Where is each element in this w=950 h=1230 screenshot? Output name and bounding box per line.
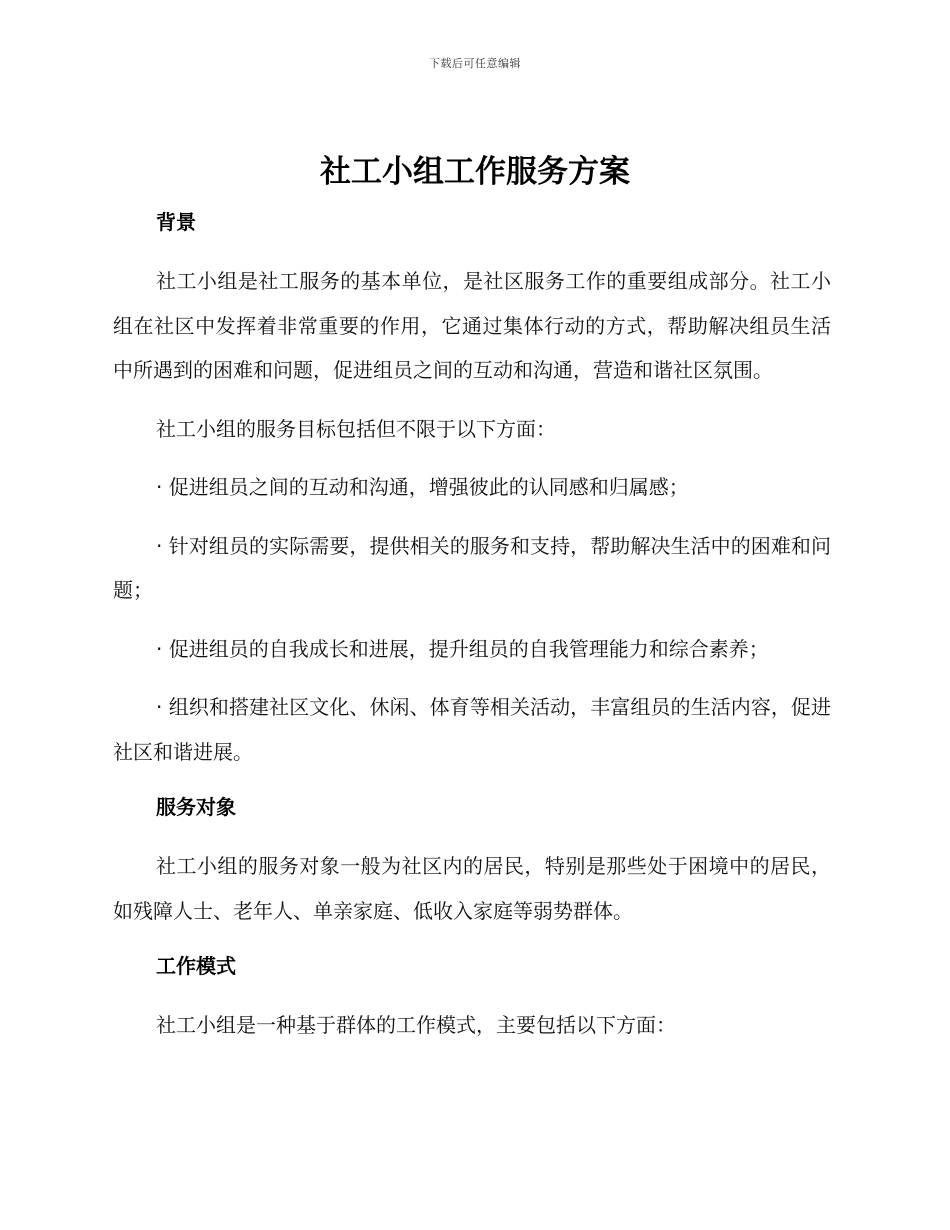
bullet-item: · 组织和搭建社区文化、休闲、体育等相关活动，丰富组员的生活内容，促进社区和谐进展。 [113,695,831,764]
section-heading-work-mode: 工作模式 [156,954,236,978]
document-body [113,203,831,1062]
section-heading-service-target: 服务对象 [156,795,236,819]
header-note: 下载后可任意编辑 [429,57,521,70]
paragraph-service-target: 社工小组的服务对象一般为社区内的居民，特别是那些处于困境中的居民，如残障人士、老年人、单亲家庭、低收入家庭等弱势群体。 [113,854,831,923]
bullet-item: · 促进组员之间的互动和沟通，增强彼此的认同感和归属感； [156,475,689,499]
paragraph-background-intro: 社工小组是社工服务的基本单位，是社区服务工作的重要组成部分。社工小组在社区中发挥着非常重要的作用，它通过集体行动的方式，帮助解决组员生活中所遇到的困难和问题，促进组员之间的互动和沟通，营造和谐社区氛围。 [113,269,831,382]
document-title: 社工小组工作服务方案 [320,154,630,190]
bullet-item: · 针对组员的实际需要，提供相关的服务和支持，帮助解决生活中的困难和问题； [113,533,831,602]
bullet-item: · 促进组员的自我成长和进展，提升组员的自我管理能力和综合素养； [156,636,769,661]
section-heading-background: 背景 [156,210,196,234]
paragraph-service-goals-intro: 社工小组的服务目标包括但不限于以下方面： [156,416,556,441]
paragraph-work-mode: 社工小组是一种基于群体的工作模式，主要包括以下方面： [156,1013,676,1037]
